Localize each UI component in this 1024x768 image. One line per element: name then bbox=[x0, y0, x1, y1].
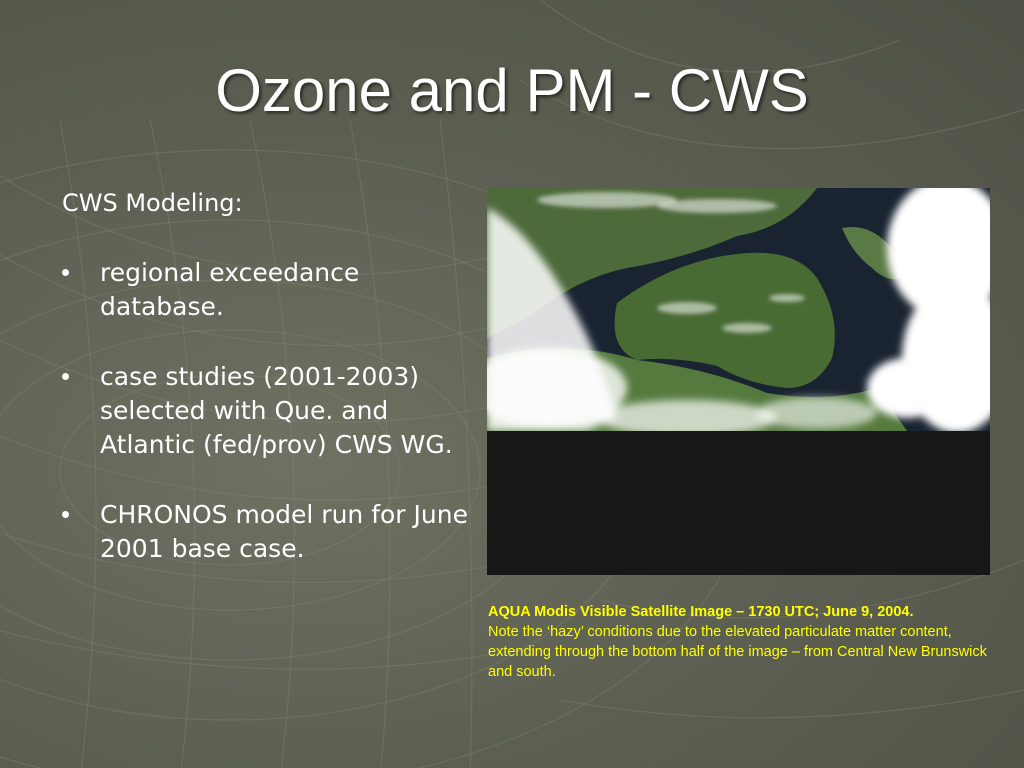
slide-title: Ozone and PM - CWS bbox=[215, 57, 809, 124]
bullet-text: case studies (2001-2003) selected with Que. and Atlantic (fed/prov) CWS WG. bbox=[100, 362, 453, 459]
bullet-list bbox=[62, 256, 482, 566]
bullet-item bbox=[62, 360, 482, 462]
caption-title: AQUA Modis Visible Satellite Image – 1730 UTC; June 9, 2004. bbox=[488, 604, 914, 620]
bullet-item bbox=[62, 498, 482, 566]
satellite-image bbox=[487, 188, 990, 575]
bullet-icon bbox=[62, 373, 69, 380]
caption-text: Note the ‘hazy’ conditions due to the elevated particulate matter content, extending through the bottom half of the image – from Central New Brunswick and south. bbox=[488, 624, 987, 680]
bullet-text: CHRONOS model run for June 2001 base case. bbox=[100, 500, 468, 563]
bullet-item bbox=[62, 256, 482, 324]
slide-body bbox=[62, 186, 482, 602]
section-heading: CWS Modeling: bbox=[62, 189, 243, 217]
bullet-icon bbox=[62, 269, 69, 276]
image-caption bbox=[488, 602, 1003, 682]
bullet-icon bbox=[62, 511, 69, 518]
bullet-text: regional exceedance database. bbox=[100, 258, 360, 321]
